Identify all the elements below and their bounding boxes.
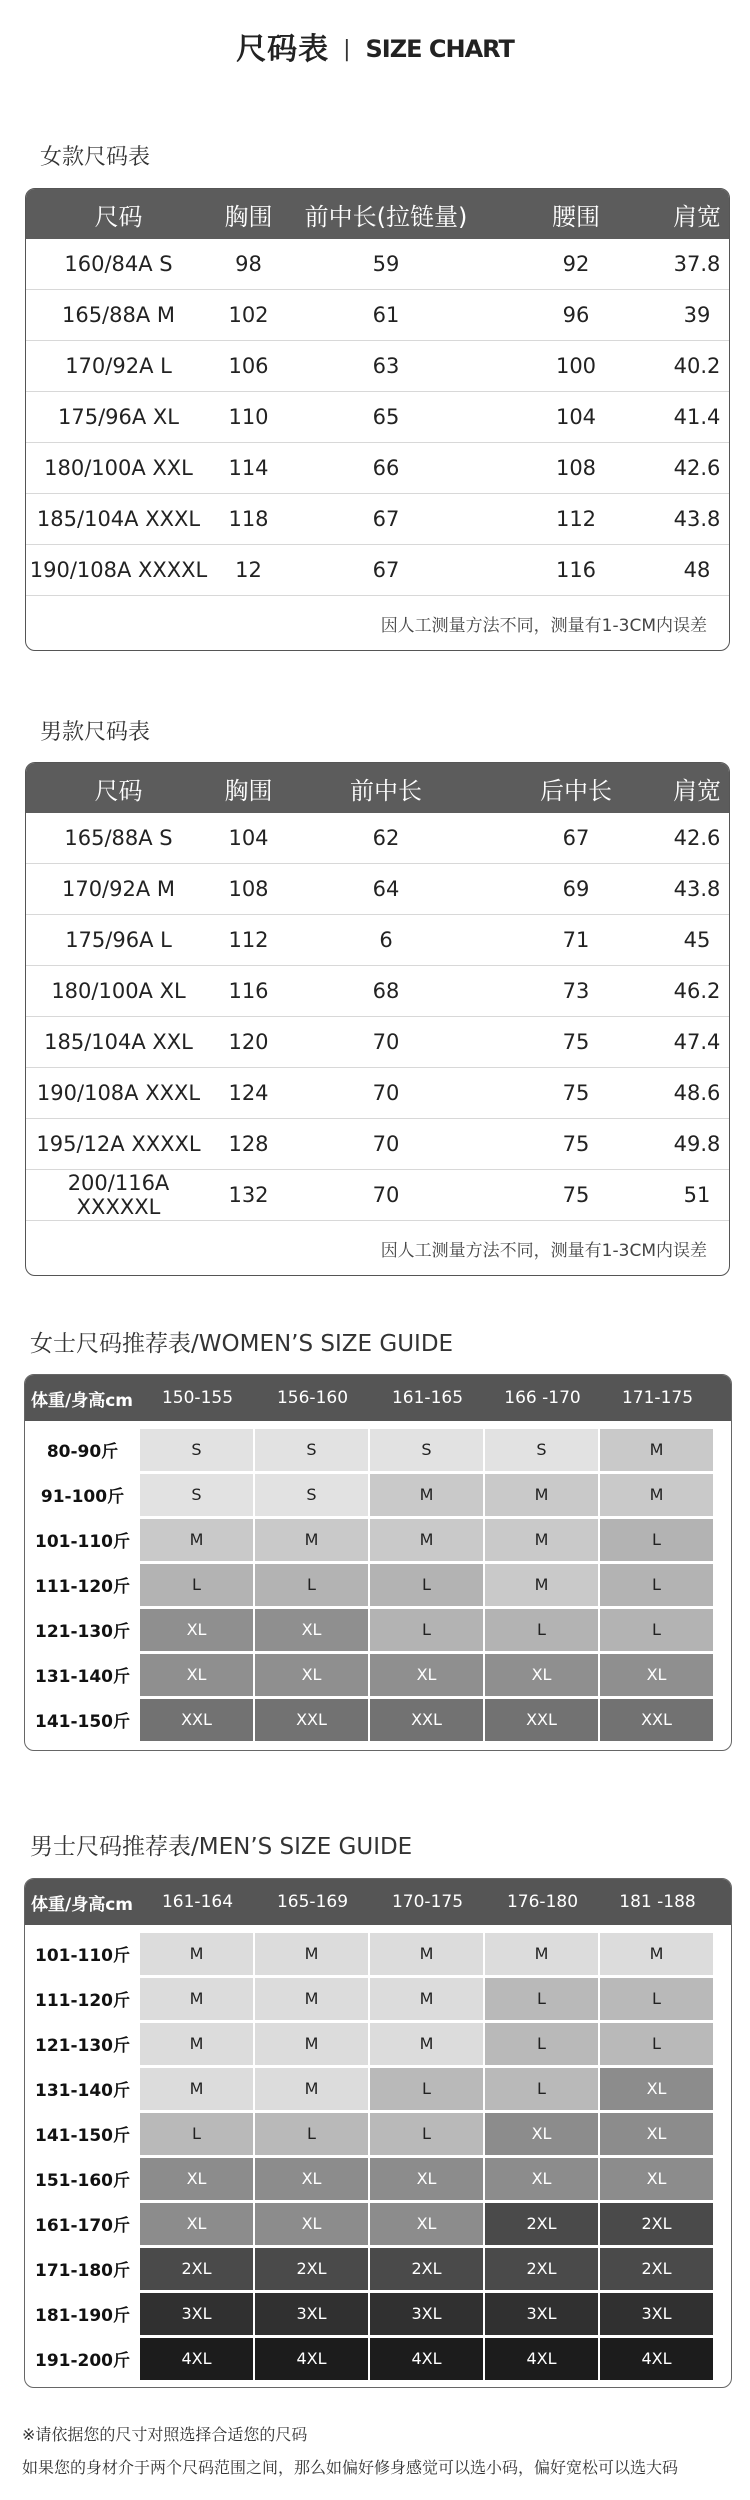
guide-corner-label: 体重/身高cm	[31, 1390, 133, 1411]
footer-note-1: ※请依据您的尺寸对照选择合适您的尺码	[22, 2425, 308, 2444]
size-cell: M	[370, 1519, 483, 1561]
men-table-title: 男款尺码表	[40, 720, 151, 745]
size-cell: 2XL	[370, 2248, 483, 2290]
table-cell: 48	[683, 558, 711, 582]
size-cell: 3XL	[370, 2293, 483, 2335]
table-note: 因人工测量方法不同，测量有1-3CM内误差	[380, 615, 707, 636]
size-cell: M	[140, 1933, 253, 1975]
table-cell: 43.8	[673, 877, 721, 901]
size-cell: XL	[485, 1654, 598, 1696]
size-cell: L	[600, 1564, 713, 1606]
weight-label: 141-150斤	[34, 1712, 131, 1732]
size-cell: 2XL	[485, 2203, 598, 2245]
size-cell: L	[485, 1609, 598, 1651]
table-cell: 120	[228, 1030, 269, 1054]
size-cell: 4XL	[140, 2338, 253, 2380]
weight-label: 171-180斤	[34, 2261, 131, 2281]
table-cell: 6	[379, 928, 393, 952]
men-guide-title: 男士尺码推荐表/MEN’S SIZE GUIDE	[30, 1834, 413, 1860]
size-cell: XXL	[140, 1699, 253, 1741]
size-cell: L	[140, 2113, 253, 2155]
table-cell: 124	[228, 1081, 269, 1105]
table-cell: 102	[228, 303, 269, 327]
size-cell: L	[255, 1564, 368, 1606]
column-header: 腰围	[552, 202, 600, 231]
guide-header	[25, 1879, 731, 1925]
height-range: 171-175	[621, 1388, 694, 1408]
size-cell: M	[600, 1474, 713, 1516]
size-cell: M	[600, 1429, 713, 1471]
table-cell: 73	[562, 979, 590, 1003]
table-row	[26, 443, 729, 494]
table-cell: 47.4	[673, 1030, 721, 1054]
size-cell: M	[370, 1474, 483, 1516]
guide-header	[25, 1375, 731, 1421]
table-cell: 96	[562, 303, 590, 327]
table-row	[26, 1170, 729, 1221]
size-cell: 3XL	[140, 2293, 253, 2335]
column-header: 肩宽	[673, 776, 721, 805]
size-cell: M	[370, 1933, 483, 1975]
table-header	[26, 763, 729, 813]
table-cell: 190/108A XXXL	[36, 1081, 201, 1105]
size-cell: XL	[140, 2158, 253, 2200]
table-cell: 68	[372, 979, 400, 1003]
table-cell: 75	[562, 1183, 590, 1207]
table-cell: 175/96A L	[65, 928, 172, 952]
size-cell: XL	[140, 1609, 253, 1651]
table-cell: 106	[228, 354, 269, 378]
height-range: 156-160	[276, 1388, 349, 1408]
column-header: 前中长	[350, 776, 422, 805]
guide-row	[25, 1931, 731, 1976]
size-cell: M	[255, 1519, 368, 1561]
guide-row	[25, 2156, 731, 2201]
size-cell: M	[140, 2068, 253, 2110]
table-cell: 75	[562, 1081, 590, 1105]
size-cell: M	[485, 1519, 598, 1561]
table-cell: 185/104A XXL	[44, 1030, 193, 1054]
table-cell: 61	[372, 303, 400, 327]
table-cell: 185/104A XXXL	[36, 507, 201, 531]
size-cell: S	[370, 1429, 483, 1471]
size-cell: XL	[600, 2158, 713, 2200]
title-separator: |	[343, 37, 352, 62]
size-cell: M	[370, 1978, 483, 2020]
table-body	[26, 813, 729, 1221]
weight-label: 91-100斤	[40, 1487, 125, 1507]
table-cell: 46.2	[673, 979, 721, 1003]
guide-row	[25, 1472, 731, 1517]
size-cell: L	[600, 1519, 713, 1561]
table-row	[26, 494, 729, 545]
size-cell: M	[370, 2023, 483, 2065]
size-cell: L	[370, 1609, 483, 1651]
column-header: 尺码	[94, 776, 143, 805]
table-cell: 66	[372, 456, 400, 480]
weight-label: 101-110斤	[34, 1532, 131, 1552]
size-cell: 4XL	[370, 2338, 483, 2380]
table-cell: 92	[562, 252, 590, 276]
table-cell: 112	[228, 928, 269, 952]
size-cell: XL	[370, 1654, 483, 1696]
title-cn: 尺码表	[236, 32, 330, 67]
size-cell: XL	[255, 2203, 368, 2245]
size-cell: XL	[600, 2113, 713, 2155]
size-cell: XXL	[255, 1699, 368, 1741]
size-cell: M	[255, 1978, 368, 2020]
table-row	[26, 290, 729, 341]
table-cell: 64	[372, 877, 400, 901]
guide-row	[25, 2246, 731, 2291]
size-cell: 2XL	[485, 2248, 598, 2290]
table-cell: 40.2	[673, 354, 721, 378]
column-header: 肩宽	[673, 202, 721, 231]
table-cell: 70	[372, 1081, 400, 1105]
size-cell: XL	[140, 1654, 253, 1696]
size-cell: 4XL	[485, 2338, 598, 2380]
table-cell: 45	[683, 928, 711, 952]
table-cell: 200/116A XXXXXL	[67, 1171, 170, 1219]
table-cell: 195/12A XXXXL	[36, 1132, 201, 1156]
guide-row	[25, 2291, 731, 2336]
table-cell: 65	[372, 405, 400, 429]
size-cell: M	[255, 1933, 368, 1975]
size-cell: 2XL	[600, 2248, 713, 2290]
table-cell: 104	[555, 405, 597, 429]
size-cell: M	[255, 2023, 368, 2065]
table-cell: 51	[683, 1183, 711, 1207]
column-header: 胸围	[224, 202, 273, 231]
size-cell: 3XL	[600, 2293, 713, 2335]
weight-label: 101-110斤	[34, 1946, 131, 1966]
size-cell: XL	[140, 2203, 253, 2245]
table-row	[26, 341, 729, 392]
table-note: 因人工测量方法不同，测量有1-3CM内误差	[380, 1240, 707, 1261]
size-cell: XXL	[600, 1699, 713, 1741]
table-cell: 104	[228, 826, 269, 850]
weight-label: 161-170斤	[34, 2216, 131, 2236]
weight-label: 121-130斤	[34, 2036, 131, 2056]
size-cell: M	[600, 1933, 713, 1975]
size-cell: S	[255, 1429, 368, 1471]
guide-body	[25, 1925, 731, 2387]
table-header	[26, 189, 729, 239]
table-cell: 39	[683, 303, 711, 327]
height-range: 161-164	[161, 1892, 234, 1912]
size-cell: S	[255, 1474, 368, 1516]
men-size-guide	[24, 1878, 732, 2388]
table-cell: 116	[555, 558, 597, 582]
column-header: 前中长(拉链量)	[304, 202, 468, 231]
size-cell: L	[255, 2113, 368, 2155]
table-cell: 62	[372, 826, 400, 850]
table-row	[26, 545, 729, 596]
size-cell: L	[140, 1564, 253, 1606]
table-row	[26, 864, 729, 915]
guide-row	[25, 2336, 731, 2381]
table-cell: 112	[555, 507, 597, 531]
table-row	[26, 1017, 729, 1068]
table-cell: 128	[228, 1132, 269, 1156]
table-cell: 67	[562, 826, 590, 850]
table-row	[26, 915, 729, 966]
size-cell: M	[255, 2068, 368, 2110]
table-body	[26, 239, 729, 596]
size-cell: M	[140, 1978, 253, 2020]
size-cell: L	[600, 1609, 713, 1651]
women-size-guide	[24, 1374, 732, 1751]
size-cell: S	[140, 1429, 253, 1471]
size-cell: 3XL	[485, 2293, 598, 2335]
table-row	[26, 1068, 729, 1119]
table-cell: 37.8	[673, 252, 721, 276]
weight-label: 141-150斤	[34, 2126, 131, 2146]
guide-row	[25, 1517, 731, 1562]
table-cell: 42.6	[673, 456, 721, 480]
size-cell: 2XL	[140, 2248, 253, 2290]
table-cell: 114	[228, 456, 269, 480]
table-cell: 48.6	[673, 1081, 721, 1105]
size-cell: 2XL	[600, 2203, 713, 2245]
size-cell: L	[485, 1978, 598, 2020]
table-row	[26, 392, 729, 443]
height-range: 150-155	[161, 1388, 234, 1408]
table-cell: 108	[555, 456, 597, 480]
table-cell: 12	[235, 558, 262, 582]
guide-row	[25, 1562, 731, 1607]
weight-label: 111-120斤	[34, 1577, 131, 1597]
column-header: 后中长	[540, 776, 612, 805]
women-guide-title: 女士尺码推荐表/WOMEN’S SIZE GUIDE	[30, 1331, 454, 1357]
table-cell: 67	[372, 558, 400, 582]
size-cell: 4XL	[600, 2338, 713, 2380]
table-cell: 116	[228, 979, 269, 1003]
weight-label: 111-120斤	[34, 1991, 131, 2011]
size-cell: L	[370, 2113, 483, 2155]
footer-note-2: 如果您的身材介于两个尺码范围之间，那么如偏好修身感觉可以选小码，偏好宽松可以选大码	[22, 2458, 679, 2477]
table-cell: 180/100A XXL	[44, 456, 193, 480]
table-cell: 71	[562, 928, 590, 952]
guide-body	[25, 1421, 731, 1750]
size-cell: 3XL	[255, 2293, 368, 2335]
page-title	[0, 24, 750, 68]
guide-row	[25, 2201, 731, 2246]
table-cell: 75	[562, 1132, 590, 1156]
size-cell: XL	[485, 2113, 598, 2155]
size-cell: M	[140, 2023, 253, 2065]
table-cell: 165/88A S	[64, 826, 173, 850]
table-cell: 100	[555, 354, 597, 378]
table-row	[26, 239, 729, 290]
guide-row	[25, 2111, 731, 2156]
size-cell: XL	[485, 2158, 598, 2200]
size-cell: S	[485, 1429, 598, 1471]
table-cell: 43.8	[673, 507, 721, 531]
table-cell: 180/100A XL	[51, 979, 186, 1003]
size-cell: XL	[255, 1654, 368, 1696]
height-range: 176-180	[506, 1892, 579, 1912]
size-cell: L	[485, 2023, 598, 2065]
men-size-table	[25, 762, 730, 1276]
column-header: 尺码	[94, 202, 143, 231]
table-cell: 49.8	[673, 1132, 721, 1156]
size-cell: L	[600, 2023, 713, 2065]
table-cell: 63	[372, 354, 400, 378]
guide-row	[25, 1976, 731, 2021]
women-size-table	[25, 188, 730, 651]
height-range: 170-175	[391, 1892, 464, 1912]
weight-label: 131-140斤	[34, 1667, 131, 1687]
table-row	[26, 1119, 729, 1170]
table-cell: 175/96A XL	[57, 405, 179, 429]
weight-label: 151-160斤	[34, 2171, 131, 2191]
size-cell: M	[140, 1519, 253, 1561]
size-cell: XL	[370, 2158, 483, 2200]
guide-row	[25, 1697, 731, 1742]
table-cell: 165/88A M	[61, 303, 176, 327]
table-cell: 67	[372, 507, 400, 531]
table-cell: 160/84A S	[64, 252, 173, 276]
size-cell: M	[485, 1933, 598, 1975]
table-cell: 42.6	[673, 826, 721, 850]
table-cell: 70	[372, 1132, 400, 1156]
table-row	[26, 966, 729, 1017]
table-row	[26, 813, 729, 864]
height-range: 161-165	[391, 1388, 464, 1408]
weight-label: 191-200斤	[34, 2351, 131, 2371]
table-cell: 41.4	[673, 405, 721, 429]
size-cell: S	[140, 1474, 253, 1516]
guide-row	[25, 2066, 731, 2111]
weight-label: 181-190斤	[34, 2306, 131, 2326]
table-cell: 118	[228, 507, 269, 531]
size-cell: XXL	[370, 1699, 483, 1741]
weight-label: 80-90斤	[46, 1442, 119, 1462]
size-cell: XL	[370, 2203, 483, 2245]
height-range: 166 -170	[504, 1388, 581, 1408]
size-cell: L	[370, 2068, 483, 2110]
size-cell: L	[600, 1978, 713, 2020]
table-cell: 170/92A L	[65, 354, 172, 378]
size-cell: L	[370, 1564, 483, 1606]
height-range: 165-169	[276, 1892, 349, 1912]
guide-row	[25, 1607, 731, 1652]
size-cell: XL	[600, 2068, 713, 2110]
table-cell: 110	[228, 405, 269, 429]
size-cell: L	[485, 2068, 598, 2110]
size-cell: XXL	[485, 1699, 598, 1741]
table-cell: 108	[228, 877, 269, 901]
table-cell: 170/92A M	[61, 877, 176, 901]
table-cell: 59	[372, 252, 400, 276]
size-cell: M	[485, 1474, 598, 1516]
guide-row	[25, 2021, 731, 2066]
height-range: 181 -188	[619, 1892, 696, 1912]
table-cell: 132	[228, 1183, 269, 1207]
table-cell: 70	[372, 1183, 400, 1207]
title-en: SIZE CHART	[365, 35, 514, 63]
size-cell: XL	[600, 1654, 713, 1696]
guide-row	[25, 1652, 731, 1697]
size-cell: M	[485, 1564, 598, 1606]
table-cell: 75	[562, 1030, 590, 1054]
women-table-title: 女款尺码表	[40, 145, 151, 170]
column-header: 胸围	[224, 776, 273, 805]
size-cell: 4XL	[255, 2338, 368, 2380]
guide-corner-label: 体重/身高cm	[31, 1894, 133, 1915]
table-cell: 98	[235, 252, 262, 276]
size-cell: XL	[255, 1609, 368, 1651]
weight-label: 131-140斤	[34, 2081, 131, 2101]
guide-row	[25, 1427, 731, 1472]
weight-label: 121-130斤	[34, 1622, 131, 1642]
size-cell: XL	[255, 2158, 368, 2200]
table-cell: 69	[562, 877, 590, 901]
table-cell: 70	[372, 1030, 400, 1054]
size-cell: 2XL	[255, 2248, 368, 2290]
table-cell: 190/108A XXXXL	[29, 558, 208, 582]
